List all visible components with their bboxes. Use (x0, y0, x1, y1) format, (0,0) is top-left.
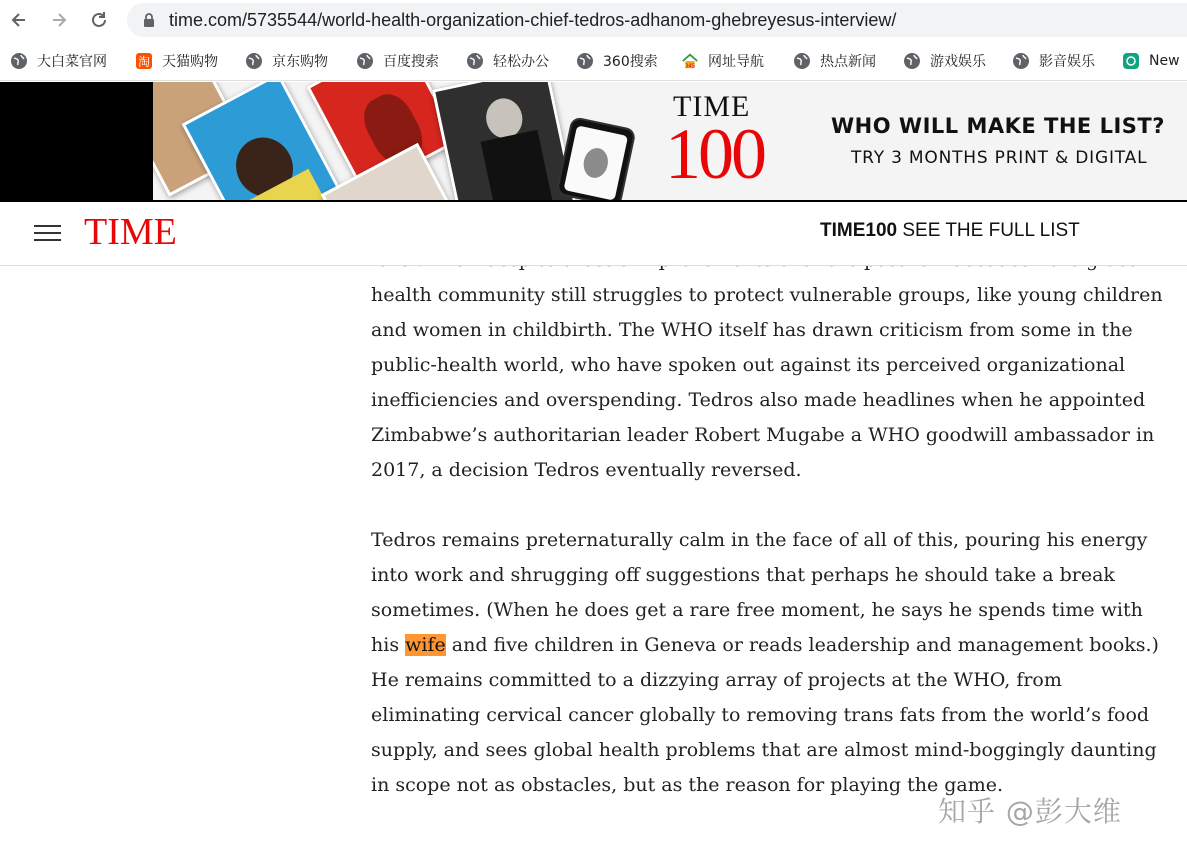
url-text: time.com/5735544/world-health-organization-chief-tedros-adhanom-ghebreyesus-interview/ (169, 10, 897, 30)
time100-ad-banner[interactable] (153, 82, 1187, 200)
arrow-left-icon (9, 10, 29, 30)
paragraph-text: and five children in Geneva or reads leadership and management books.) He remains committed to a dizzying array of projects at the WHO, from eliminating cervical cancer globally to removing trans fats from the world’s food supply, and sees global health problems that are almost mind-boggingly daunting in scope not as obstacles, but as the reason for playing the game. (371, 634, 1159, 796)
browser-toolbar (0, 0, 1187, 40)
bookmark-item[interactable]: 百度搜索 (356, 50, 439, 72)
article-paragraph (371, 523, 1171, 803)
article-body (371, 243, 1171, 838)
globe-icon (356, 52, 374, 70)
address-bar[interactable] (127, 3, 1187, 37)
globe-icon (245, 52, 263, 70)
time100-link[interactable] (820, 220, 1080, 242)
globe-icon (793, 52, 811, 70)
phone-image (555, 116, 636, 200)
bookmark-item[interactable]: 影音娱乐 (1012, 50, 1095, 72)
bookmark-item[interactable]: 大白菜官网 (10, 50, 107, 72)
svg-text:淘: 淘 (137, 55, 151, 69)
article-paragraph: health community still struggles to protect vulnerable groups, like young children and women in childbirth. The WHO itself has drawn criticism from some in the public-health world, who have spoken out against its perceived organizational inefficiencies and overspending. Tedros also made headlines when he appointed Zimbabwe’s authoritarian leader Robert Mugabe a WHO goodwill ambassador in 2017, a decision Tedros eventually reversed. (371, 284, 1163, 481)
bookmark-item[interactable]: 淘 天猫购物 (135, 50, 218, 72)
openai-icon (1122, 52, 1140, 70)
reload-button[interactable] (86, 7, 112, 33)
paragraph-text: Tedros remains preternaturally calm in the face of all of this, pouring his energy into work and shrugging off suggestions that perhaps he should take a break sometimes. (When he does get a rare free moment, he says he spends time with his (371, 529, 1148, 656)
site-header (0, 200, 1187, 266)
bookmark-item[interactable]: 热点新闻 (793, 50, 876, 72)
globe-icon (903, 52, 921, 70)
ad-subline: TRY 3 MONTHS PRINT & DIGITAL (851, 148, 1148, 168)
watermark: 知乎 @彭大维 (938, 795, 1122, 828)
globe-icon (1012, 52, 1030, 70)
ad-brand: TIME (673, 90, 751, 123)
arrow-right-icon (49, 10, 69, 30)
back-button[interactable] (6, 7, 32, 33)
globe-icon (10, 52, 28, 70)
lock-icon (141, 12, 157, 28)
bookmarks-bar (0, 40, 1187, 81)
reload-icon (89, 10, 109, 30)
forward-button[interactable] (46, 7, 72, 33)
globe-icon (466, 52, 484, 70)
magazine-cover-image (432, 82, 577, 200)
time100-link-bold: TIME100 (820, 220, 898, 241)
bookmark-item[interactable]: 游戏娱乐 (903, 50, 986, 72)
bookmark-item[interactable]: New (1122, 50, 1180, 72)
bookmark-item[interactable]: 345 网址导航 (681, 50, 764, 72)
svg-text:345: 345 (684, 63, 696, 70)
bookmark-item[interactable]: 京东购物 (245, 50, 328, 72)
search-highlight: wife (405, 634, 446, 656)
ad-headline: WHO WILL MAKE THE LIST? (831, 114, 1165, 138)
bookmark-item[interactable]: 轻松办公 (466, 50, 549, 72)
globe-icon (576, 52, 594, 70)
menu-icon[interactable] (34, 223, 61, 243)
time-logo[interactable]: TIME (84, 211, 177, 253)
ad-side-panel (0, 82, 153, 200)
taobao-icon (135, 52, 153, 70)
house-icon (681, 52, 699, 70)
time100-link-rest: SEE THE FULL LIST (902, 220, 1080, 241)
bookmark-item[interactable]: 360搜索 (576, 50, 658, 72)
ad-number: 100 (665, 114, 764, 194)
